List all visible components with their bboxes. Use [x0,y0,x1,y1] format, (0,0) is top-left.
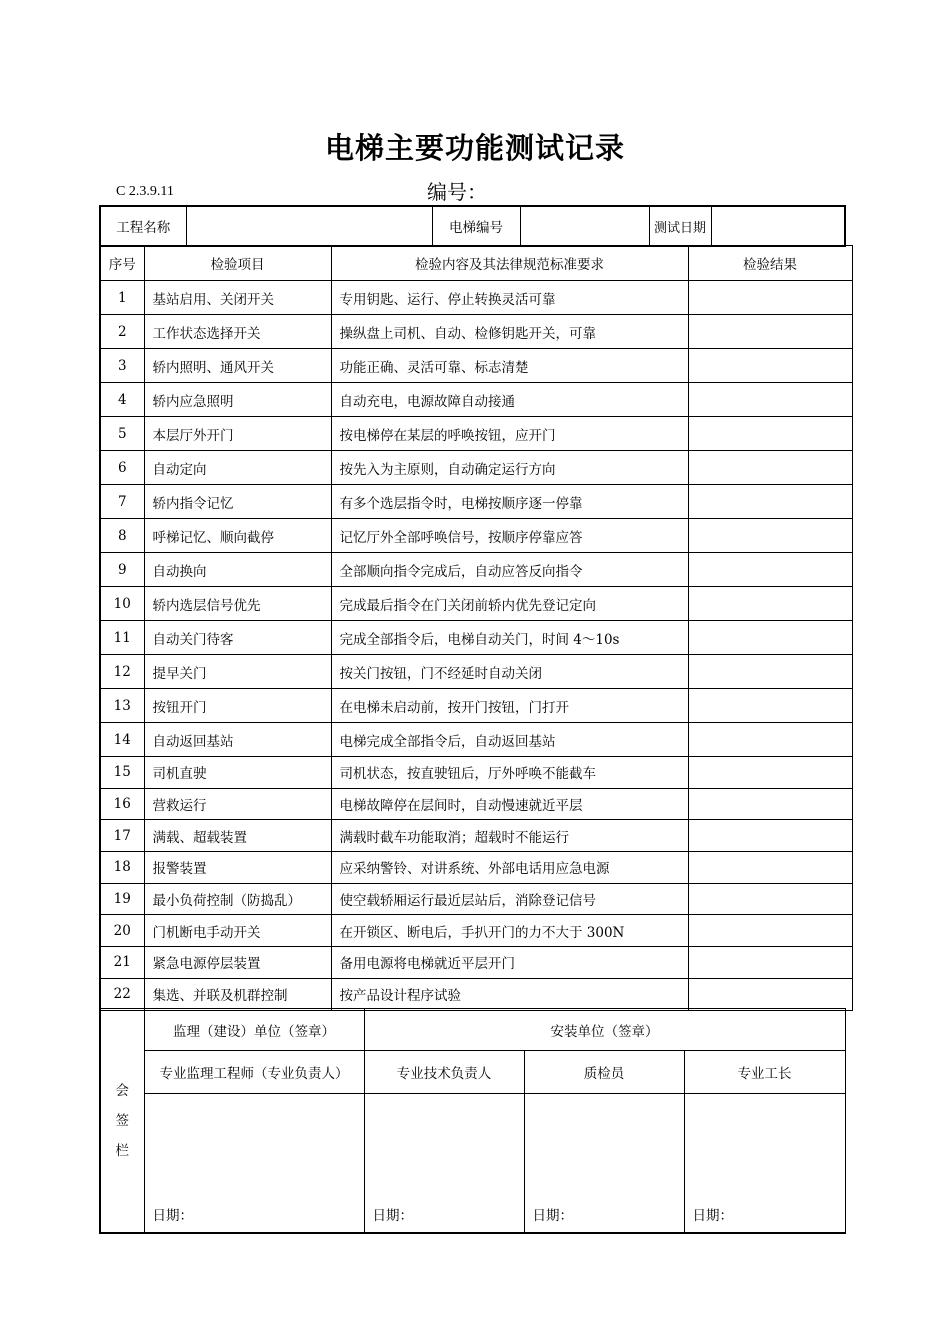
row-item: 按钮开门 [144,689,331,723]
row-result-field[interactable] [688,281,852,315]
row-item: 自动返回基站 [144,723,331,757]
row-result-field[interactable] [688,621,852,655]
table-row [100,915,852,947]
row-item: 报警装置 [144,852,331,884]
table-row [100,883,852,915]
row-seq: 5 [100,417,144,451]
row-item: 满载、超载装置 [144,820,331,852]
col-header-requirement: 检验内容及其法律规范标准要求 [331,246,688,281]
row-seq: 21 [100,947,144,979]
row-seq: 3 [100,349,144,383]
signoff-section-label [100,1009,144,1234]
row-result-field[interactable] [688,485,852,519]
row-seq: 10 [100,587,144,621]
row-requirement: 完成全部指令后，电梯自动关门，时间 4～10s [331,621,688,655]
supervision-unit-label: 监理（建设）单位（签章） [144,1009,364,1051]
row-requirement: 按产品设计程序试验 [331,978,688,1010]
tech-lead-sign-cell[interactable] [364,1094,524,1234]
row-requirement: 自动充电，电源故障自动接通 [331,383,688,417]
install-unit-label: 安装单位（签章） [364,1009,845,1051]
row-requirement: 在电梯未启动前，按开门按钮，门打开 [331,689,688,723]
col-header-seq: 序号 [100,246,144,281]
table-row [100,655,852,689]
row-result-field[interactable] [688,655,852,689]
row-seq: 8 [100,519,144,553]
row-result-field[interactable] [688,553,852,587]
row-item: 司机直驶 [144,757,331,789]
row-seq: 6 [100,451,144,485]
test-date-field[interactable] [711,206,845,246]
row-item: 紧急电源停层装置 [144,947,331,979]
row-seq: 1 [100,281,144,315]
row-seq: 14 [100,723,144,757]
table-row [100,281,852,315]
row-result-field[interactable] [688,978,852,1010]
row-requirement: 使空载轿厢运行最近层站后，消除登记信号 [331,883,688,915]
row-requirement: 功能正确、灵活可靠、标志清楚 [331,349,688,383]
row-result-field[interactable] [688,820,852,852]
table-row [100,689,852,723]
col-header-result: 检验结果 [688,246,852,281]
row-requirement: 有多个选层指令时，电梯按顺序逐一停靠 [331,485,688,519]
document-code: C 2.3.9.11 [116,184,174,199]
row-item: 集选、并联及机群控制 [144,978,331,1010]
table-row [100,947,852,979]
row-result-field[interactable] [688,417,852,451]
project-name-field[interactable] [186,206,432,246]
row-seq: 7 [100,485,144,519]
row-seq: 22 [100,978,144,1010]
elevator-no-label: 电梯编号 [432,206,520,246]
row-requirement: 专用钥匙、运行、停止转换灵活可靠 [331,281,688,315]
row-seq: 11 [100,621,144,655]
supervisor-engineer-label: 专业监理工程师（专业负责人） [144,1051,364,1094]
table-row [100,519,852,553]
quality-inspector-label: 质检员 [524,1051,684,1094]
row-requirement: 记忆厅外全部呼唤信号，按顺序停靠应答 [331,519,688,553]
tech-lead-label: 专业技术负责人 [364,1051,524,1094]
row-result-field[interactable] [688,587,852,621]
row-requirement: 操纵盘上司机、自动、检修钥匙开关，可靠 [331,315,688,349]
table-row [100,553,852,587]
row-requirement: 按关门按钮，门不经延时自动关闭 [331,655,688,689]
row-seq: 4 [100,383,144,417]
header-table [99,205,846,247]
row-seq: 17 [100,820,144,852]
row-requirement: 司机状态，按直驶钮后，厅外呼唤不能截车 [331,757,688,789]
row-item: 门机断电手动开关 [144,915,331,947]
row-item: 最小负荷控制（防捣乱） [144,883,331,915]
row-result-field[interactable] [688,349,852,383]
quality-inspector-sign-cell[interactable] [524,1094,684,1234]
row-requirement: 满载时截车功能取消；超载时不能运行 [331,820,688,852]
row-result-field[interactable] [688,883,852,915]
row-seq: 13 [100,689,144,723]
row-requirement: 电梯故障停在层间时，自动慢速就近平层 [331,788,688,820]
row-item: 提早关门 [144,655,331,689]
row-requirement: 按电梯停在某层的呼唤按钮，应开门 [331,417,688,451]
row-result-field[interactable] [688,451,852,485]
signoff-char-3: 栏 [115,1142,129,1159]
table-row [100,621,852,655]
page-title: 电梯主要功能测试记录 [324,131,625,165]
row-seq: 18 [100,852,144,884]
row-requirement: 在开锁区、断电后，手扒开门的力不大于 300N [331,915,688,947]
row-requirement: 电梯完成全部指令后，自动返回基站 [331,723,688,757]
row-result-field[interactable] [688,788,852,820]
row-result-field[interactable] [688,383,852,417]
test-date-label: 测试日期 [649,206,711,246]
row-item: 工作状态选择开关 [144,315,331,349]
row-seq: 16 [100,788,144,820]
row-item: 自动定向 [144,451,331,485]
row-result-field[interactable] [688,519,852,553]
table-row [100,820,852,852]
row-seq: 19 [100,883,144,915]
row-item: 轿内指令记忆 [144,485,331,519]
row-item: 本层厅外开门 [144,417,331,451]
table-row [100,587,852,621]
row-item: 营救运行 [144,788,331,820]
table-row [100,723,852,757]
table-row [100,757,852,789]
row-result-field[interactable] [688,757,852,789]
row-seq: 20 [100,915,144,947]
row-requirement: 应采纳警铃、对讲系统、外部电话用应急电源 [331,852,688,884]
row-result-field[interactable] [688,947,852,979]
row-item: 基站启用、关闭开关 [144,281,331,315]
row-result-field[interactable] [688,915,852,947]
row-seq: 2 [100,315,144,349]
row-requirement: 备用电源将电梯就近平层开门 [331,947,688,979]
signoff-table [99,1008,846,1234]
row-result-field[interactable] [688,852,852,884]
row-item: 轿内应急照明 [144,383,331,417]
table-row [100,978,852,1010]
foreman-sign-cell[interactable] [684,1094,845,1234]
row-requirement: 按先入为主原则，自动确定运行方向 [331,451,688,485]
inspection-table [99,245,853,1011]
col-header-item: 检验项目 [144,246,331,281]
date-label: 日期： [152,1208,193,1224]
foreman-label: 专业工长 [684,1051,845,1094]
table-header-row [100,246,852,281]
row-seq: 15 [100,757,144,789]
row-result-field[interactable] [688,689,852,723]
date-label: 日期： [372,1208,413,1224]
row-result-field[interactable] [688,315,852,349]
table-row [100,315,852,349]
row-item: 轿内选层信号优先 [144,587,331,621]
date-label: 日期： [532,1208,573,1224]
table-row [100,852,852,884]
row-result-field[interactable] [688,723,852,757]
table-row [100,417,852,451]
row-seq: 12 [100,655,144,689]
signoff-char-1: 会 [115,1082,129,1099]
row-item: 自动关门待客 [144,621,331,655]
project-name-label: 工程名称 [100,206,186,246]
row-item: 自动换向 [144,553,331,587]
table-row [100,451,852,485]
row-seq: 9 [100,553,144,587]
date-label: 日期： [692,1208,733,1224]
table-row [100,383,852,417]
signoff-char-2: 签 [115,1112,129,1129]
supervisor-sign-cell[interactable] [144,1094,364,1234]
table-row [100,788,852,820]
table-row [100,485,852,519]
row-requirement: 全部顺向指令完成后，自动应答反向指令 [331,553,688,587]
row-item: 轿内照明、通风开关 [144,349,331,383]
elevator-no-field[interactable] [520,206,649,246]
table-row [100,349,852,383]
row-requirement: 完成最后指令在门关闭前轿内优先登记定向 [331,587,688,621]
row-item: 呼梯记忆、顺向截停 [144,519,331,553]
number-label: 编号： [427,180,487,204]
